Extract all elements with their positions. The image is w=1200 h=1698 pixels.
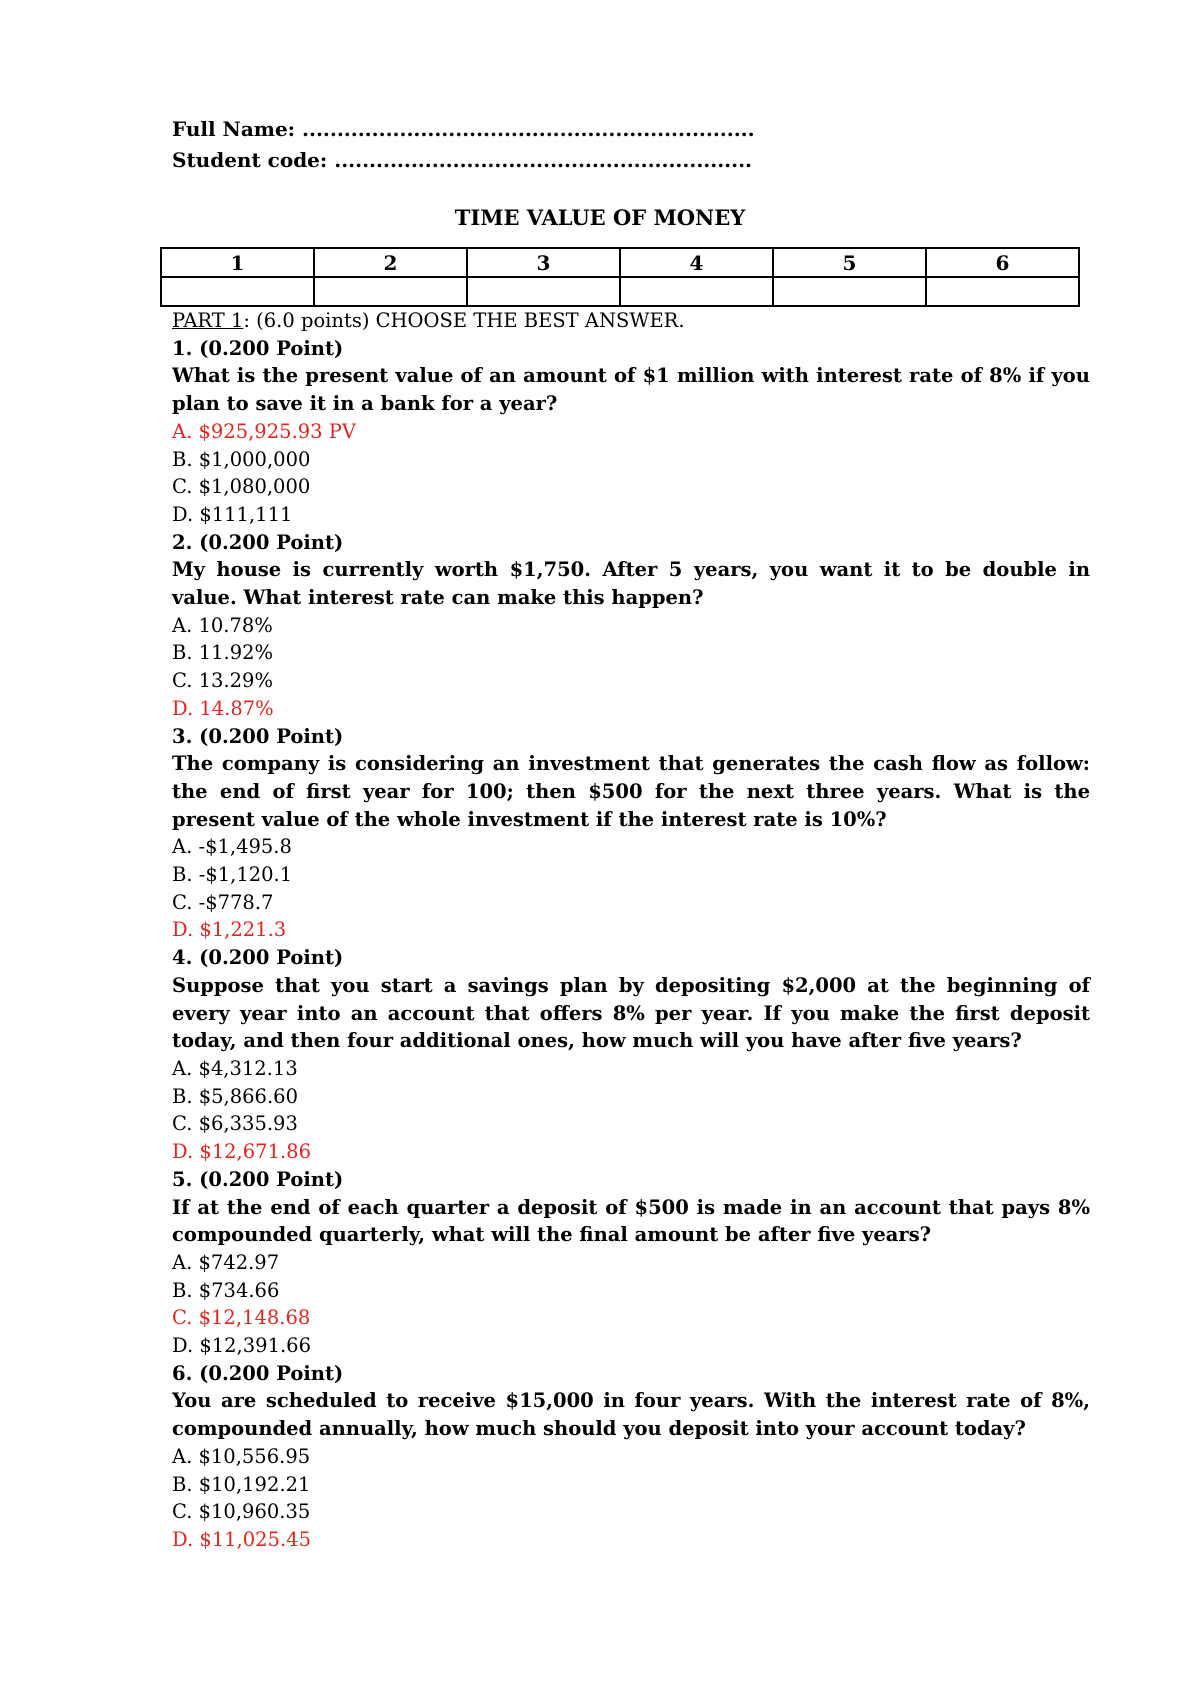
- question-block: [172, 723, 1090, 945]
- part1-instructions: : (6.0 points) CHOOSE THE BEST ANSWER.: [243, 309, 685, 332]
- answer-header-cell: 3: [467, 248, 620, 277]
- question-block: [172, 1360, 1090, 1554]
- answer-option[interactable]: B. $10,192.21: [172, 1472, 311, 1496]
- answer-option[interactable]: B. $1,000,000: [172, 447, 311, 471]
- question-number: 4. (0.200 Point): [172, 946, 344, 970]
- answer-table-blank-row: [161, 277, 1079, 306]
- part1-heading: [172, 307, 1090, 335]
- question-text: You are scheduled to receive $15,000 in four years. With the interest rate of 8%, compounded annually, how much should you deposit into your account today?: [172, 1389, 1090, 1441]
- answer-blank-cell[interactable]: [314, 277, 467, 306]
- question-text: What is the present value of an amount of $1 million with interest rate of 8% if you plan to save it in a bank for a year?: [172, 364, 1090, 416]
- question-number: 3. (0.200 Point): [172, 724, 344, 748]
- answer-option[interactable]: A. $4,312.13: [172, 1056, 298, 1080]
- answer-option[interactable]: A. $10,556.95: [172, 1444, 311, 1468]
- question-number: 2. (0.200 Point): [172, 530, 344, 554]
- part1-label: PART 1: [172, 309, 244, 332]
- answer-option[interactable]: C. $10,960.35: [172, 1500, 311, 1524]
- answer-option[interactable]: A. 10.78%: [172, 613, 273, 637]
- student-code-line: Student code: ............................................................: [172, 148, 753, 172]
- question-text: If at the end of each quarter a deposit of $500 is made in an account that pays 8% compounded quarterly, what will the final amount be after five years?: [172, 1195, 1090, 1247]
- page-title: TIME VALUE OF MONEY: [454, 205, 746, 230]
- answer-table: [160, 247, 1080, 307]
- answer-option-correct[interactable]: C. $12,148.68: [172, 1306, 311, 1330]
- answer-option[interactable]: C. -$778.7: [172, 890, 274, 914]
- question-block: [172, 944, 1090, 1166]
- answer-option[interactable]: D. $111,111: [172, 502, 293, 526]
- answer-option[interactable]: A. -$1,495.8: [172, 835, 292, 859]
- answer-option[interactable]: B. -$1,120.1: [172, 863, 293, 887]
- answer-header-cell: 6: [926, 248, 1079, 277]
- question-block: [172, 1166, 1090, 1360]
- answer-option[interactable]: C. $1,080,000: [172, 475, 311, 499]
- questions-section: [172, 307, 1090, 1554]
- answer-option[interactable]: B. $5,866.60: [172, 1084, 298, 1108]
- answer-option-correct[interactable]: A. $925,925.93 PV: [172, 419, 356, 443]
- full-name-line: Full Name: .................................................................: [172, 117, 755, 141]
- answer-option-correct[interactable]: D. 14.87%: [172, 696, 274, 720]
- answer-option[interactable]: A. $742.97: [172, 1250, 280, 1274]
- answer-option-correct[interactable]: D. $12,671.86: [172, 1140, 311, 1164]
- answer-blank-cell[interactable]: [773, 277, 926, 306]
- answer-option[interactable]: C. $6,335.93: [172, 1112, 298, 1136]
- answer-option[interactable]: B. $734.66: [172, 1278, 280, 1302]
- answer-option-correct[interactable]: D. $1,221.3: [172, 918, 287, 942]
- answer-option[interactable]: B. 11.92%: [172, 641, 274, 665]
- answer-blank-cell[interactable]: [467, 277, 620, 306]
- question-number: 6. (0.200 Point): [172, 1361, 344, 1385]
- answer-header-cell: 4: [620, 248, 773, 277]
- answer-option-correct[interactable]: D. $11,025.45: [172, 1527, 311, 1551]
- answer-header-cell: 5: [773, 248, 926, 277]
- question-block: [172, 529, 1090, 723]
- question-block: [172, 335, 1090, 529]
- question-text: The company is considering an investment that generates the cash flow as follow: the end of first year for 100; then $500 for the next three years. What is the present value of the whole investment if the interest rate is 10%?: [172, 752, 1090, 831]
- answer-option[interactable]: C. 13.29%: [172, 669, 273, 693]
- question-number: 5. (0.200 Point): [172, 1167, 344, 1191]
- answer-blank-cell[interactable]: [161, 277, 314, 306]
- question-text: Suppose that you start a savings plan by depositing $2,000 at the beginning of every year into an account that offers 8% per year. If you make the first deposit today, and then four additional ones, how much will you have after five years?: [172, 973, 1090, 1053]
- answer-option[interactable]: D. $12,391.66: [172, 1334, 311, 1358]
- answer-blank-cell[interactable]: [926, 277, 1079, 306]
- answer-table-header-row: [161, 248, 1079, 277]
- answer-header-cell: 2: [314, 248, 467, 277]
- answer-blank-cell[interactable]: [620, 277, 773, 306]
- question-text: My house is currently worth $1,750. After 5 years, you want it to be double in value. What interest rate can make this happen?: [172, 558, 1090, 610]
- answer-header-cell: 1: [161, 248, 314, 277]
- question-number: 1. (0.200 Point): [172, 336, 344, 360]
- question-list: [172, 335, 1090, 1554]
